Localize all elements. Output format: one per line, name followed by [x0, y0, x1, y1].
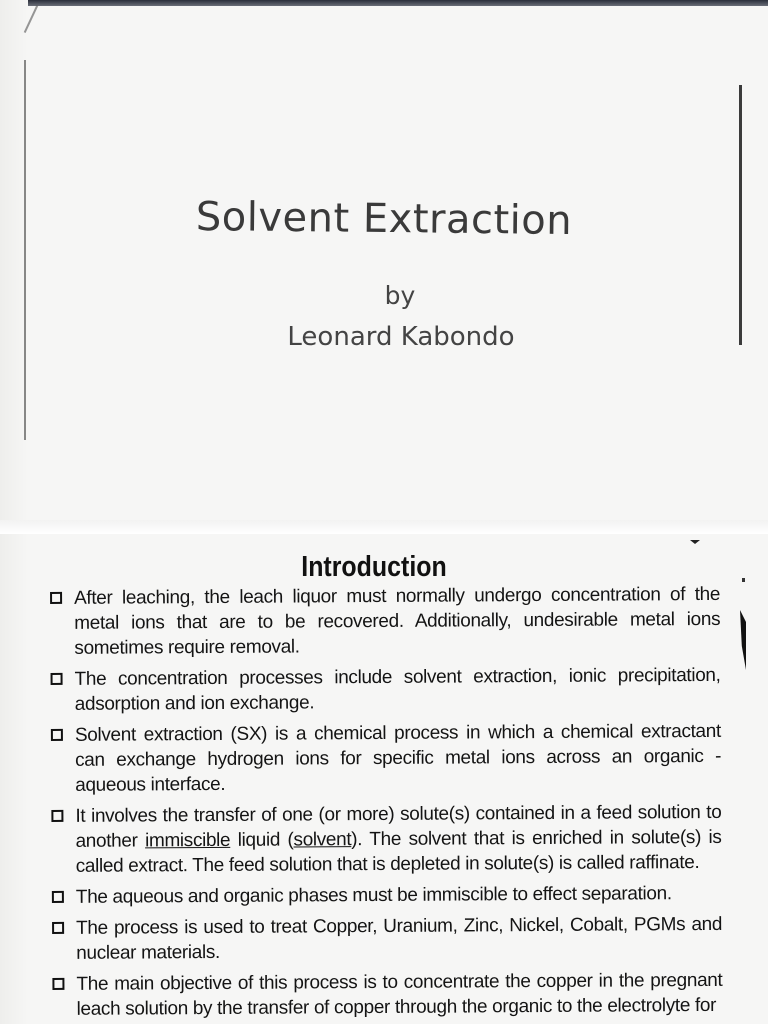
checkbox-bullet-icon	[52, 891, 64, 903]
checkbox-bullet-icon	[52, 922, 64, 934]
bullet-text: The concentration processes include solvent extraction, ionic precipitation, adsorption and ion exchange.	[74, 664, 721, 715]
scan-speck	[690, 540, 700, 544]
intro-heading: Introduction	[301, 551, 447, 583]
underlined-term: solvent	[293, 829, 352, 851]
bullet-text: The process is used to treat Copper, Uranium, Zinc, Nickel, Cobalt, PGMs and nuclear materials.	[76, 913, 723, 964]
underlined-term: immiscible	[144, 829, 231, 852]
checkbox-bullet-icon	[51, 673, 63, 685]
intro-bullet-list	[48, 582, 723, 1024]
scan-speck	[742, 578, 745, 582]
bullet-text-part: liquid (	[230, 829, 294, 851]
bullet-item	[49, 719, 721, 798]
bullet-text: Solvent extraction (SX) is a chemical process in which a chemical extractant can exchange hydrogen ions for specific metal ions across an organic - aqueous interface.	[74, 720, 722, 796]
author-name: Leonard Kabondo	[287, 322, 515, 352]
scan-left-border-line	[24, 60, 26, 440]
scan-top-edge	[0, 0, 768, 6]
bullet-text: The aqueous and organic phases must be immiscible to effect separation.	[75, 883, 672, 908]
checkbox-bullet-icon	[51, 729, 63, 741]
bullet-item	[49, 800, 721, 879]
bullet-text-part: It involves the transfer of one (or more) solute(s) contained in a feed solution to another	[75, 801, 722, 852]
checkbox-bullet-icon	[51, 810, 63, 822]
scan-right-edge-mark	[740, 610, 746, 670]
bullet-text-part: ). The solvent that is enriched in solute(s) is called extract. The feed solution that is depleted in solute(s) is called raffinate.	[75, 826, 722, 877]
bullet-item	[50, 912, 722, 966]
bullet-text: After leaching, the leach liquor must normally undergo concentration of the metal ions that are to be recovered. Additionally, undesirable metal ions sometimes require removal.	[74, 583, 721, 659]
slide-divider	[0, 520, 768, 534]
bullet-item	[50, 968, 722, 1022]
by-label: by	[384, 281, 416, 310]
checkbox-bullet-icon	[50, 592, 62, 604]
presentation-title: Solvent Extraction	[195, 194, 573, 244]
bullet-item	[50, 881, 722, 910]
bullet-item	[48, 582, 720, 661]
checkbox-bullet-icon	[52, 978, 64, 990]
bullet-text: The main objective of this process is to concentrate the copper in the pregnant leach solution by the transfer of copper through the organic to the electrolyte for	[76, 969, 723, 1020]
bullet-item	[48, 663, 720, 717]
